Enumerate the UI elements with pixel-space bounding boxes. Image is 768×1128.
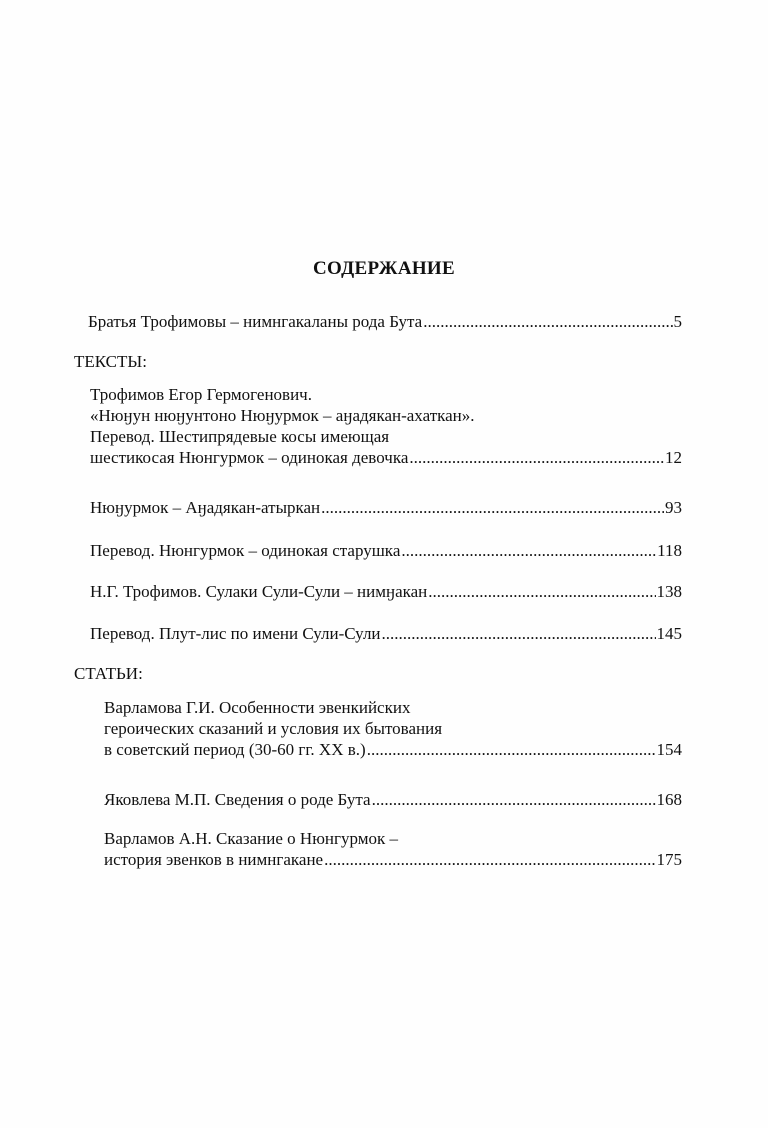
toc-entry-text: шестикосая Нюнгурмок – одинокая девочка — [90, 448, 409, 467]
toc-entry-line — [104, 828, 682, 849]
toc-entry-line — [90, 581, 682, 602]
toc-entry-line — [90, 384, 682, 405]
dot-leader — [401, 540, 656, 561]
page-number: 5 — [673, 312, 682, 331]
page-number: 175 — [656, 850, 682, 869]
toc-entry-line — [104, 718, 682, 739]
toc-entry-text: история эвенков в нимнгакане — [104, 850, 324, 869]
toc-entry-text: «Нюӈун нюӈунтоно Нюӈурмок – аӈадякан-ахаткан». — [90, 406, 475, 425]
page-number: 93 — [665, 498, 682, 517]
toc-entry-line — [104, 849, 682, 870]
toc-entry-text: Нюӈурмок – Аӈадякан-атыркан — [90, 498, 321, 517]
toc-entry-line — [88, 311, 682, 332]
dot-leader — [428, 581, 655, 602]
page-number: 138 — [656, 582, 682, 601]
page-number: 154 — [656, 740, 682, 759]
dot-leader — [324, 849, 655, 870]
toc-entry[interactable] — [90, 384, 682, 468]
page-number: 168 — [656, 790, 682, 809]
section-heading-texts: ТЕКСТЫ: — [74, 352, 147, 371]
section-heading-articles: СТАТЬИ: — [74, 664, 143, 683]
toc-entry[interactable] — [104, 828, 682, 870]
toc-entry-line — [90, 405, 682, 426]
toc-entry-text: в советский период (30-60 гг. XX в.) — [104, 740, 366, 759]
toc-entry-line — [90, 540, 682, 561]
toc-entry[interactable] — [90, 581, 682, 602]
toc-entry-text: Трофимов Егор Гермогенович. — [90, 385, 312, 404]
toc-entry-intro[interactable] — [88, 311, 682, 332]
toc-entry-text: Варламов А.Н. Сказание о Нюнгурмок – — [104, 829, 398, 848]
page-number: 145 — [656, 624, 682, 643]
toc-entry-text: героических сказаний и условия их бытования — [104, 719, 443, 738]
toc-entry[interactable] — [90, 623, 682, 644]
page-title: СОДЕРЖАНИЕ — [313, 258, 455, 279]
toc-entry-text: Перевод. Нюнгурмок – одинокая старушка — [90, 541, 401, 560]
toc-entry-line — [90, 497, 682, 518]
toc-entry-line — [104, 789, 682, 810]
toc-entry[interactable] — [90, 540, 682, 561]
dot-leader — [372, 789, 656, 810]
toc-entry-text: Братья Трофимовы – нимнгакаланы рода Бута — [88, 312, 423, 331]
page-number: 12 — [665, 448, 682, 467]
dot-leader — [367, 739, 656, 760]
toc-entry-text: Перевод. Плут-лис по имени Сули-Сули — [90, 624, 381, 643]
toc-entry-text: Н.Г. Трофимов. Сулаки Сули-Сули – нимӈакан — [90, 582, 428, 601]
toc-entry-line — [90, 623, 682, 644]
toc-entry-line — [90, 426, 682, 447]
toc-entry-line — [104, 739, 682, 760]
toc-entry-text: Перевод. Шестипрядевые косы имеющая — [90, 427, 390, 446]
dot-leader — [321, 497, 664, 518]
toc-entry[interactable] — [104, 789, 682, 810]
page-number: 118 — [657, 541, 682, 560]
toc-entry-line — [90, 447, 682, 468]
toc-entry-line — [104, 697, 682, 718]
dot-leader — [423, 311, 672, 332]
toc-entry[interactable] — [90, 497, 682, 518]
toc-entry-text: Яковлева М.П. Сведения о роде Бута — [104, 790, 371, 809]
dot-leader — [382, 623, 656, 644]
toc-entry[interactable] — [104, 697, 682, 760]
toc-entry-text: Варламова Г.И. Особенности эвенкийских — [104, 698, 411, 717]
dot-leader — [409, 447, 664, 468]
